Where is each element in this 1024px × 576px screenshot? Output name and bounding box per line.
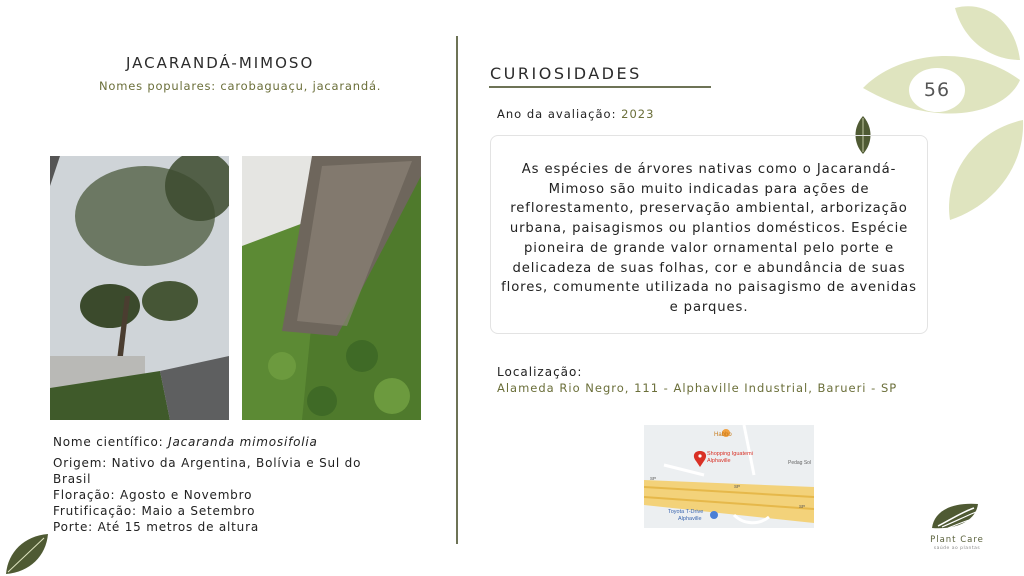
map-label-shopping: Shopping Iguatemi (707, 451, 753, 457)
size-text: Porte: Até 15 metros de altura (53, 520, 259, 534)
map-road-marker-2: SP (734, 484, 741, 489)
page-number: 56 (909, 68, 965, 112)
leaf-shape-bottom (949, 120, 1023, 220)
brand-name: Plant Care (930, 535, 984, 545)
curiosities-heading: CURIOSIDADES (490, 64, 642, 83)
map-label-toyota: Toyota T-Drive (668, 509, 704, 515)
map-illustration (644, 425, 814, 528)
tree-photo-illustration (50, 156, 229, 420)
map-label-shopping-2: Alphaville (707, 458, 731, 464)
brand-tagline: saúde ao plantas (933, 546, 981, 551)
vertical-divider (456, 36, 458, 544)
map-label-toyota-2: Alphaville (678, 516, 702, 522)
map-road-marker-3: SP (799, 504, 806, 509)
leaf-shape-top (955, 6, 1020, 60)
species-title: JACARANDÁ-MIMOSO (126, 54, 315, 72)
year-label: Ano da avaliação: (497, 107, 622, 121)
popular-names: Nomes populares: carobaguaçu, jacarandá. (99, 79, 382, 93)
evaluation-year-row (497, 107, 654, 121)
toyota-marker (710, 511, 718, 519)
map-label-pedag: Pedag Sol (788, 460, 812, 466)
leaf-icon (4, 532, 50, 576)
trunk-photo (242, 156, 421, 420)
fruiting-text: Frutificação: Maio a Setembro (53, 504, 256, 518)
flowering-text: Floração: Agosto e Novembro (53, 488, 253, 502)
scientific-name-row (53, 434, 393, 450)
tree-photo (50, 156, 229, 420)
description-text: As espécies de árvores nativas como o Jacarandá-Mimoso são muito indicadas para ações de reflorestamento, preservação ambiental, arborização urbana, paisagismos ou plantios domésticos. Espécie pioneira de grande valor ornamental pelo porte e delicadeza de suas folhas, cor e abundância de suas flores, comumente utilizada no paisagismo de avenidas e parques. (501, 162, 917, 315)
map-label-habbo: Habbo (714, 432, 732, 438)
plant-care-logo-icon (928, 500, 984, 534)
location-label: Localização: (497, 365, 583, 379)
year-value: 2023 (621, 107, 655, 121)
origin-text: Origem: Nativo da Argentina, Bolívia e Sul do Brasil (53, 456, 362, 486)
description-card (490, 135, 928, 334)
scientific-name-label: Nome científico: (53, 435, 169, 449)
scientific-name-value: Jacaranda mimosifolia (168, 435, 318, 449)
location-address: Alameda Rio Negro, 111 - Alphaville Industrial, Barueri - SP (497, 381, 898, 395)
heading-underline (489, 86, 711, 88)
trunk-photo-illustration (242, 156, 421, 420)
map-road-marker-1: SP (650, 476, 657, 481)
location-map[interactable] (644, 425, 814, 528)
